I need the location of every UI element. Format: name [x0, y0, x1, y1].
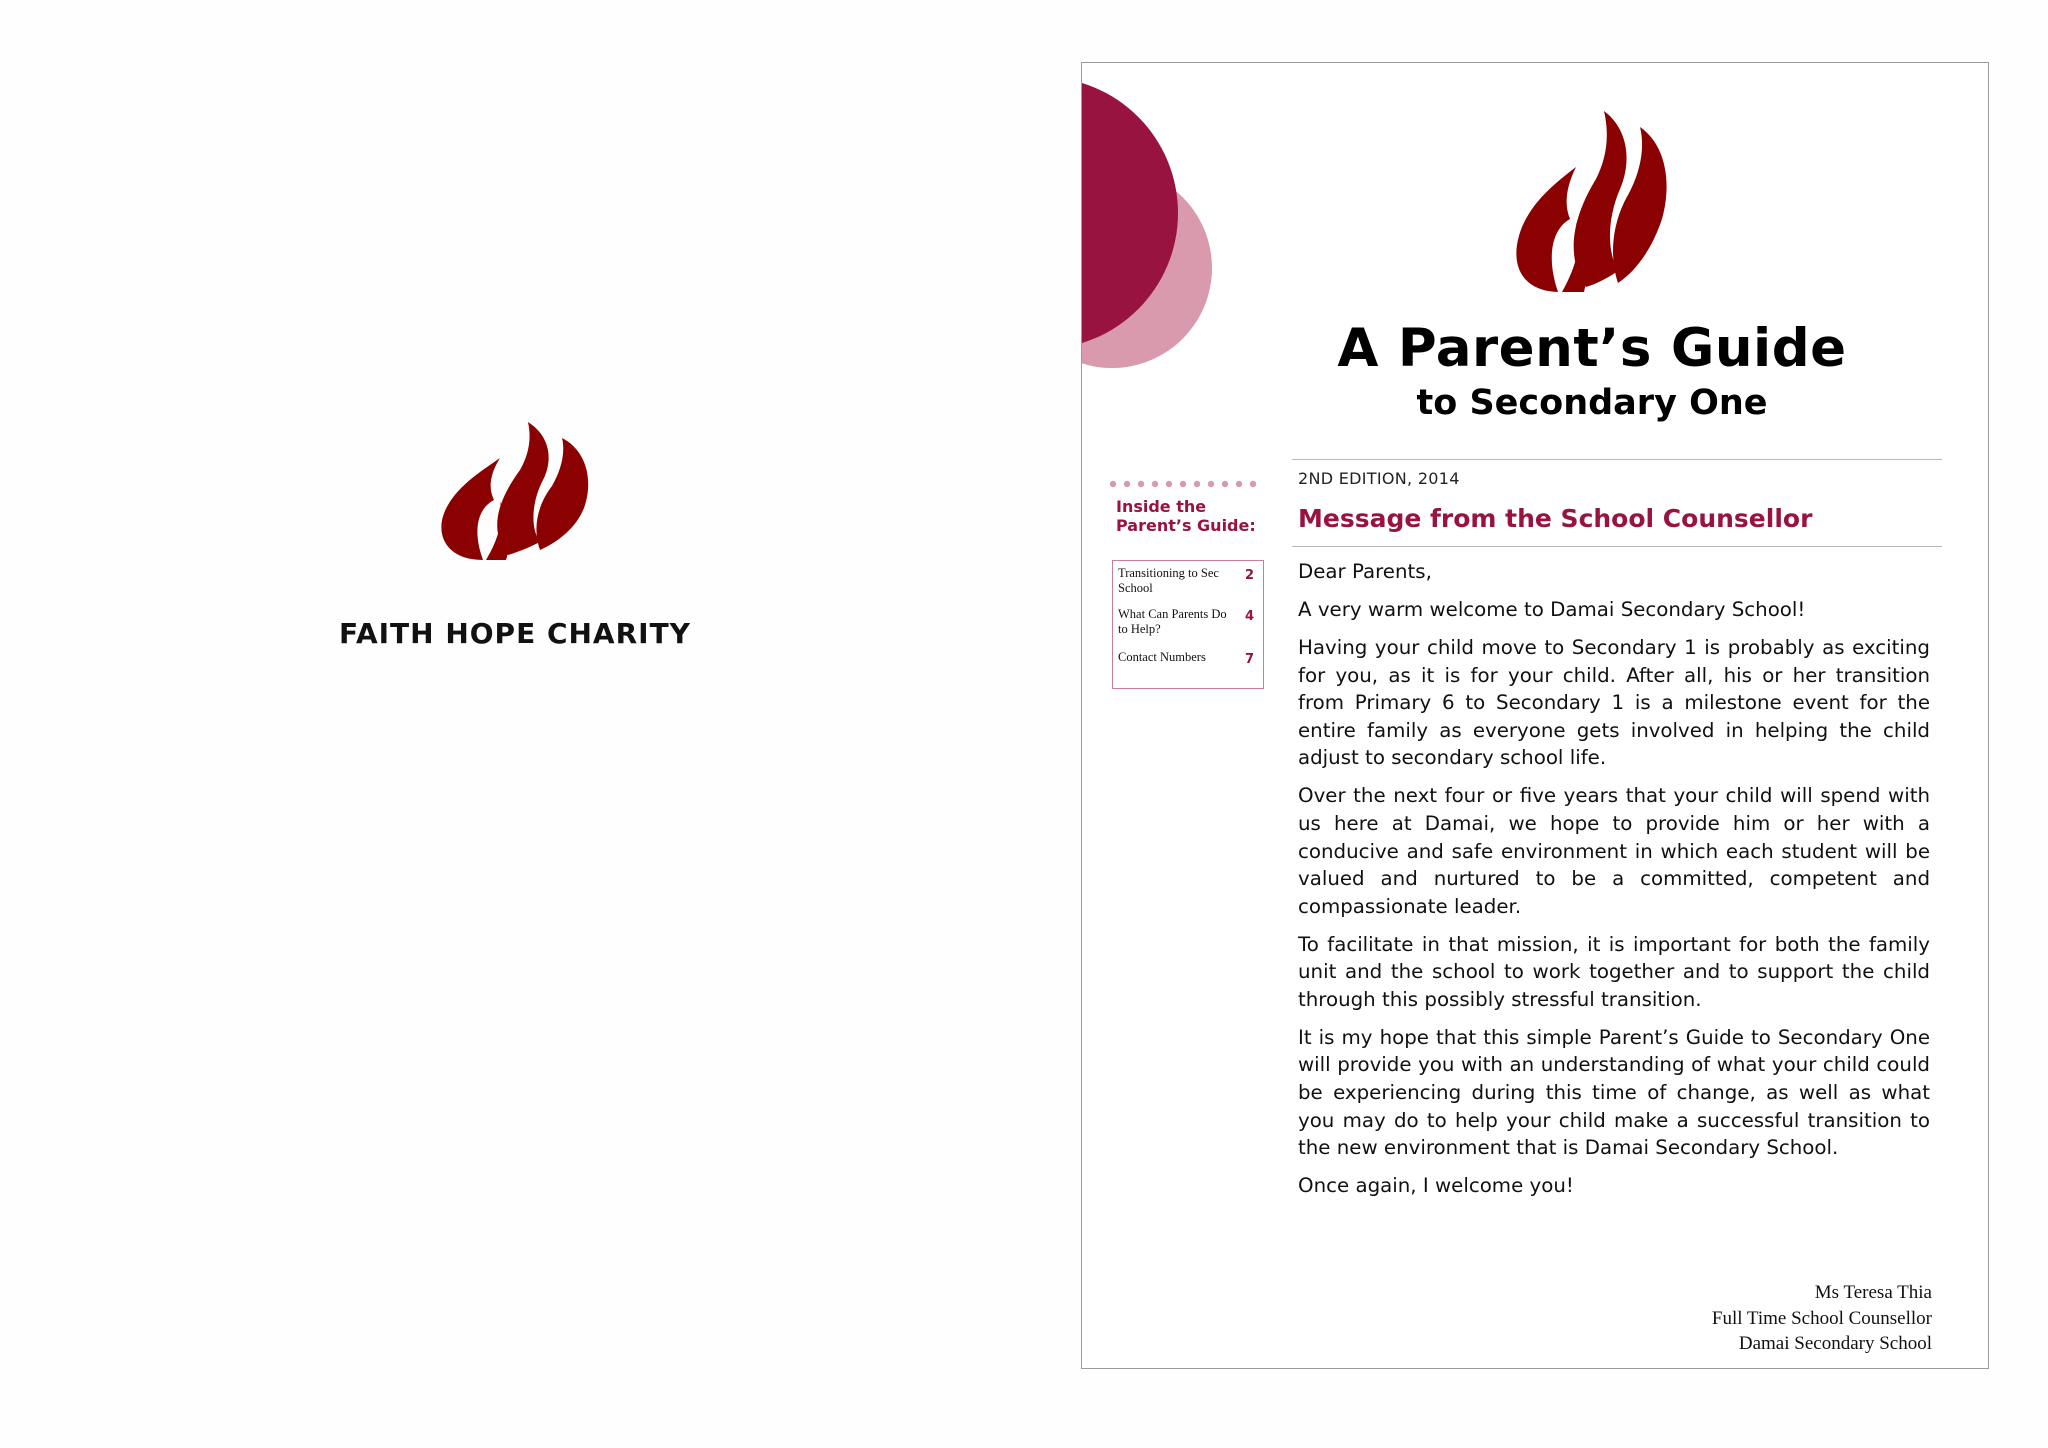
- sidebar-title: Inside the Parent’s Guide:: [1116, 497, 1256, 535]
- edition-label: 2ND EDITION, 2014: [1298, 469, 1460, 488]
- flame-logo-icon: [418, 410, 608, 600]
- signature-name: Ms Teresa Thia: [1814, 1282, 1932, 1303]
- newsletter-front-page: [1081, 62, 1989, 1369]
- toc-item-page: 7: [1244, 652, 1254, 667]
- paragraph: To facilitate in that mission, it is important for both the family unit and the school to work together and to support the child through this possibly stressful transition.: [1298, 932, 1930, 1011]
- paragraph: It is my hope that this simple Parent’s Guide to Secondary One will provide you with an understanding of what your child could be experiencing during this time of change, as well as what you may do to help your child make a successful transition to the new environment that is Damai Secondary School.: [1298, 1025, 1930, 1160]
- table-of-contents: [1112, 560, 1264, 689]
- section-title: Message from the School Counsellor: [1298, 504, 1813, 533]
- decorative-dots: [1108, 479, 1258, 489]
- signature-block: [1532, 1280, 1932, 1357]
- paragraph: Having your child move to Secondary 1 is probably as exciting for you, as it is for your child. After all, his or her transition from Primary 6 to Secondary 1 is a milestone event for the entire family as everyone gets involved in helping the child adjust to secondary school life.: [1298, 635, 1930, 770]
- divider: [1292, 546, 1942, 547]
- toc-item-page: 2: [1244, 568, 1254, 583]
- toc-item-page: 4: [1244, 609, 1254, 624]
- flame-logo-icon: [1500, 87, 1670, 297]
- paragraph: Over the next four or five years that your child will spend with us here at Damai, we hope to provide him or her with a conducive and safe environment in which each student will be valued and nurtured to be a committed, competent and compassionate leader.: [1298, 784, 1930, 918]
- page-subtitle: to Secondary One: [1416, 383, 1768, 423]
- salutation: Dear Parents,: [1298, 560, 1432, 583]
- toc-item-label: What Can Parents Do to Help?: [1118, 607, 1227, 636]
- signature-school: Damai Secondary School: [1738, 1333, 1932, 1354]
- toc-item-label: Contact Numbers: [1118, 650, 1206, 664]
- decorative-circles: [1082, 63, 1242, 423]
- toc-item-label: Transitioning to Sec School: [1118, 566, 1219, 595]
- closing: Once again, I welcome you!: [1298, 1174, 1574, 1198]
- school-motto: FAITH HOPE CHARITY: [339, 617, 691, 650]
- paragraph: A very warm welcome to Damai Secondary School!: [1298, 597, 1806, 621]
- page-title: A Parent’s Guide: [1337, 318, 1847, 379]
- counsellor-message: [1298, 558, 1930, 1210]
- signature-role: Full Time School Counsellor: [1711, 1307, 1932, 1329]
- divider: [1292, 459, 1942, 460]
